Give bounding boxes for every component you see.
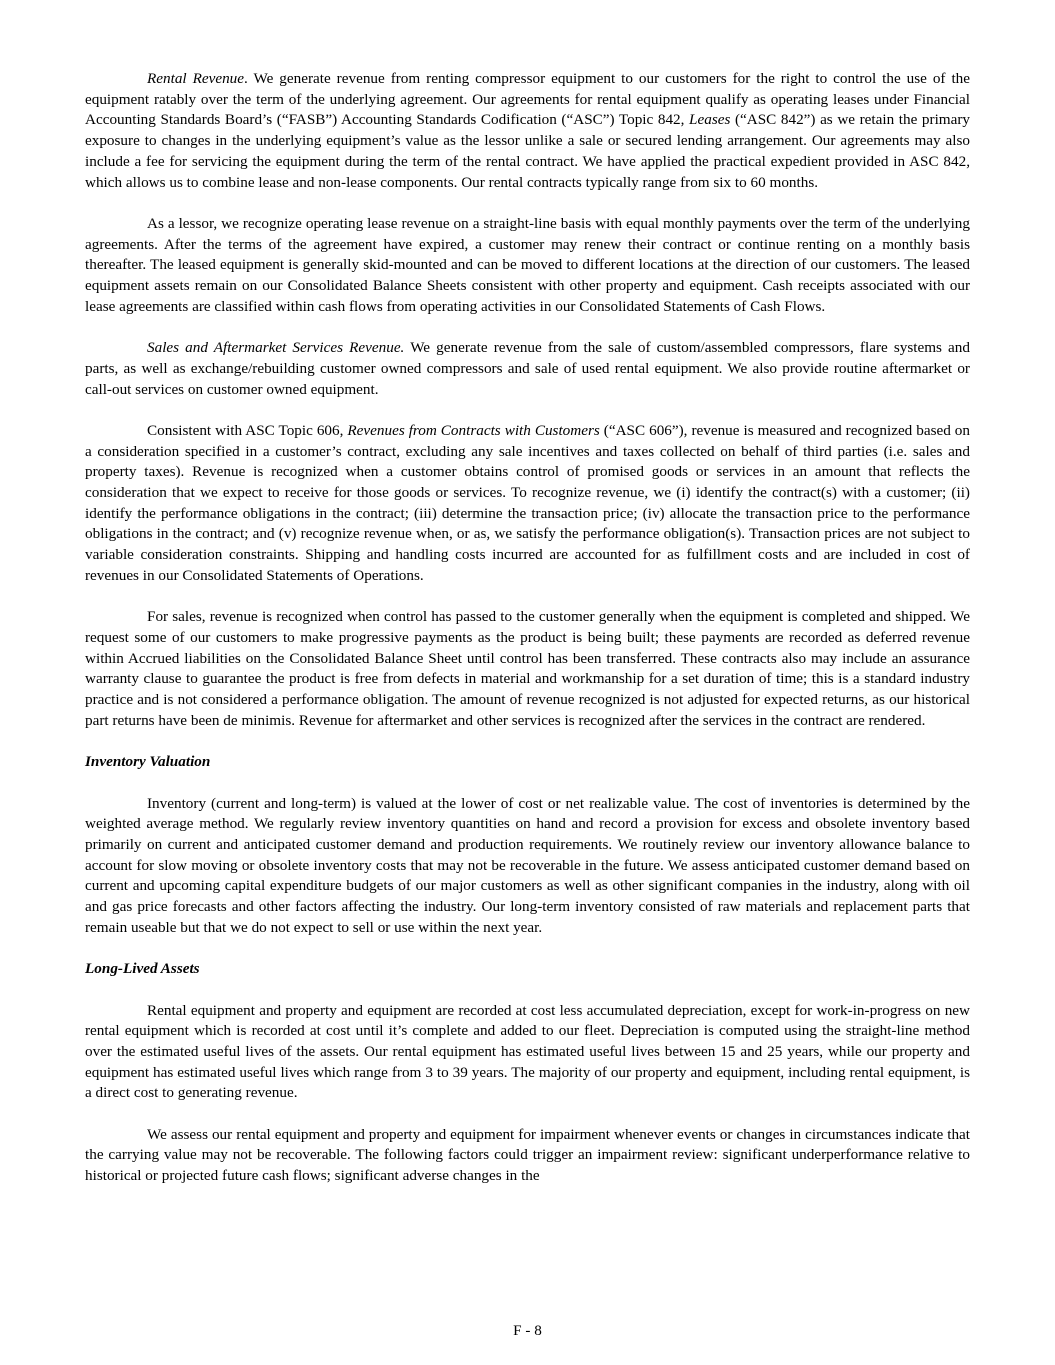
paragraph-sales xyxy=(85,607,970,731)
paragraph-asc606 xyxy=(85,421,970,587)
lead-in: Rental Revenue xyxy=(147,70,245,87)
page-number: F - 8 xyxy=(513,1322,542,1339)
paragraph-lessor xyxy=(85,214,970,318)
text: We generate revenue from the sale of custom/assembled compressors, flare systems and parts, as well as exchange/rebuilding customer owned compressors and sale of used rental equipment. We also provide routine aftermarket or call-out services on customer owned equipment. xyxy=(85,339,970,398)
text: For sales, revenue is recognized when control has passed to the customer generally when the equipment is completed and shipped. We request some of our customers to make progressive payments as the product is being built; these payments are recorded as deferred revenue within Accrued liabilities on the Consolidated Balance Sheet until control has been transferred. These contracts also may include an assurance warranty clause to guarantee the product is free from defects in material and workmanship for a set duration of time; this is a standard industry practice and is not considered a performance obligation. The amount of revenue recognized is not adjusted for expected returns, as our historical part returns have been de minimis. Revenue for aftermarket and other services is recognized after the services in the contract are rendered. xyxy=(85,608,970,729)
text: (“ASC 842”) as we retain the primary exposure to changes in the underlying equipment’s value as the lessor unlike a sale or secured lending arrangement. Our agreements may also include a fee for servicing the equipment during the term of the rental contract. We have applied the practical expedient provided in ASC 842, which allows us to combine lease and non-lease components. Our rental contracts typically range from six to 60 months. xyxy=(85,111,970,191)
paragraph-assets-2: We assess our rental equipment and property and equipment for impairment whenever events or changes in circumstances indicate that the carrying value may not be recoverable. The following factors could trigger an impairment review: significant underperformance relative to historical or projected future cash flows; significant adverse changes in the xyxy=(85,1125,970,1185)
text: Consistent with ASC Topic 606, xyxy=(147,421,348,439)
text: As a lessor, we recognize operating lease revenue on a straight-line basis with equal monthly payments over the term of the underlying agreements. After the terms of the agreement have expired, a customer may renew their contract or continue renting on a monthly basis thereafter. The leased equipment is generally skid-mounted and can be moved to different locations at the direction of our customers. The leased equipment assets remain on our Consolidated Balance Sheets consistent with other property and equipment. Cash receipts associated with our lease agreements are classified within cash flows from operating activities in our Consolidated Statements of Cash Flows. xyxy=(85,214,970,315)
paragraph-rental-revenue xyxy=(85,69,970,193)
paragraph-sales-revenue xyxy=(85,338,970,400)
paragraph-assets-1: Rental equipment and property and equipment are recorded at cost less accumulated depreciation, except for work-in-progress on new rental equipment which is recorded at cost until it’s complete and added to our fleet. Depreciation is computed using the straight-line method over the estimated useful lives of the assets. Our rental equipment has estimated useful lives between 15 and 25 years, while our property and equipment has estimated useful lives which range from 3 to 39 years. The majority of our property and equipment, including rental equipment, is a direct cost to generating revenue. xyxy=(85,1001,970,1102)
lead-in: Sales and Aftermarket Services Revenue. xyxy=(147,339,405,357)
paragraph-inventory: Inventory (current and long-term) is valued at the lower of cost or net realizable value. The cost of inventories is determined by the weighted average method. We regularly review inventory quantities on hand and record a provision for excess and obsolete inventory based primarily on current and anticipated customer demand and production requirements. We routinely review our inventory allowance balance to account for slow moving or obsolete inventory costs that may not be recoverable in the future. We assess anticipated customer demand based on current and upcoming capital expenditure budgets of our major customers as well as other significant companies in the industry, along with oil and gas price forecasts and other factors affecting the industry. Our long-term inventory consisted of raw materials and replacement parts that remain useable but that we do not expect to sell or use within the next year. xyxy=(85,794,970,936)
text: (“ASC 606”), revenue is measured and recognized based on a consideration specified in a customer’s contract, excluding any sale incentives and taxes collected on behalf of third parties (i.e. sales and property taxes). Revenue is recognized when a customer obtains control of promised goods or services in an amount that reflects the consideration that we expect to receive for those goods or services. To recognize revenue, we (i) identify the contract(s) with a customer; (ii) identify the performance obligations in the contract; (iii) determine the transaction price; (iv) allocate the transaction price to the performance obligations in the contract; and (v) recognize revenue when, or as, we satisfy the performance obligation(s). Transaction prices are not subject to variable consideration constraints. Shipping and handling costs incurred are accounted for as fulfillment costs and are included in cost of revenues in our Consolidated Statements of Operations. xyxy=(85,421,970,584)
italic-term: Leases xyxy=(689,111,731,129)
italic-term: Revenues from Contracts with Customers xyxy=(347,421,600,439)
text: . We generate revenue from renting compressor equipment to our customers for the right to control the use of the equipment ratably over the term of the underlying agreement. Our agreements for rental equipment qualify as operating leases under Financial Accounting Standards Board’s (“FASB”) Accounting Standards Codification (“ASC”) Topic 842, xyxy=(85,70,970,129)
heading-long-lived-assets: Long-Lived Assets xyxy=(85,960,200,978)
heading-inventory-valuation: Inventory Valuation xyxy=(85,753,211,771)
